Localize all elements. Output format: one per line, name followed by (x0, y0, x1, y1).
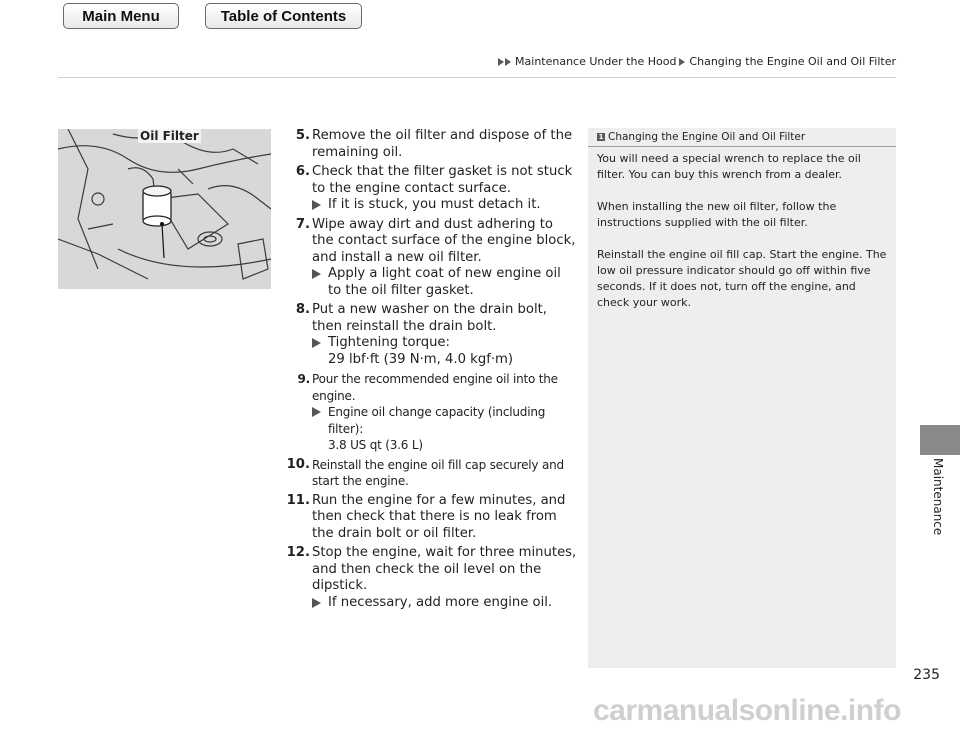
step-number: 12. (286, 545, 310, 560)
sidebar-paragraph: When installing the new oil filter, follow the instructions supplied with the oil filter. (597, 200, 837, 229)
step-note (312, 266, 577, 299)
step-text: Put a new washer on the drain bolt, then reinstall the drain bolt. (312, 302, 547, 334)
step-note (312, 335, 577, 352)
step-number: 6. (295, 164, 310, 179)
arrow-icon (312, 200, 321, 210)
arrow-icon (312, 407, 321, 417)
step-11 (287, 493, 577, 543)
sidebar-body (597, 151, 887, 327)
step-8 (287, 302, 577, 368)
main-menu-button[interactable]: Main Menu (63, 3, 179, 29)
step-note-value: 29 lbf·ft (39 N·m, 4.0 kgf·m) (328, 351, 514, 367)
step-number: 9. (297, 372, 310, 386)
step-6 (287, 164, 577, 214)
table-of-contents-button[interactable]: Table of Contents (205, 3, 362, 29)
breadcrumb-arrow-icon (505, 58, 511, 66)
step-text: Reinstall the engine oil fill cap securely and start the engine. (312, 457, 564, 488)
breadcrumb (498, 55, 896, 68)
step-7 (287, 217, 577, 300)
step-number: 8. (295, 302, 310, 317)
step-note-text: Apply a light coat of new engine oil to the oil filter gasket. (328, 266, 561, 298)
note-sidebar (588, 128, 896, 668)
step-note (312, 404, 577, 437)
procedure-steps (287, 128, 577, 614)
oil-filter-illustration (58, 129, 271, 289)
watermark: carmanualsonline.info (593, 694, 901, 727)
sidebar-title-text: Changing the Engine Oil and Oil Filter (608, 131, 806, 143)
breadcrumb-arrow-icon (679, 58, 685, 66)
arrow-icon (312, 598, 321, 608)
arrow-icon (312, 269, 321, 279)
step-note-value: 3.8 US qt (3.6 L) (328, 438, 423, 452)
step-note-text: If necessary, add more engine oil. (328, 594, 553, 610)
step-note (312, 595, 577, 612)
section-tab[interactable] (920, 425, 960, 455)
step-text: Pour the recommended engine oil into the engine. (312, 372, 558, 403)
step-9 (287, 371, 577, 454)
breadcrumb-arrow-icon (498, 58, 504, 66)
step-number: 5. (295, 128, 310, 143)
sidebar-divider (588, 146, 896, 147)
step-12 (287, 545, 577, 611)
breadcrumb-page: Changing the Engine Oil and Oil Filter (689, 55, 896, 68)
oil-filter-label: Oil Filter (140, 129, 199, 143)
step-number: 7. (295, 216, 310, 232)
breadcrumb-section[interactable]: Maintenance Under the Hood (515, 55, 677, 68)
step-text: Check that the filter gasket is not stuck to the engine contact surface. (312, 164, 573, 196)
section-label: Maintenance (931, 458, 945, 536)
step-5 (287, 128, 577, 161)
sidebar-title (597, 131, 805, 143)
step-number: 11. (286, 492, 310, 508)
arrow-icon (312, 338, 321, 348)
step-number: 10. (286, 456, 310, 472)
reference-icon: 1 (598, 133, 604, 141)
step-10 (287, 457, 577, 490)
sidebar-paragraph: Reinstall the engine oil fill cap. Start the engine. The low oil pressure indicator should go off within five seconds. If it does not, turn off the engine, and check your work. (597, 248, 887, 309)
sidebar-paragraph: You will need a special wrench to replace the oil filter. You can buy this wrench from a dealer. (597, 152, 861, 181)
step-note (312, 197, 577, 214)
step-text: Remove the oil filter and dispose of the remaining oil. (312, 128, 573, 160)
step-note-text: Tightening torque: (328, 335, 450, 350)
step-text: Wipe away dirt and dust adhering to the contact surface of the engine block, and install a new oil filter. (312, 216, 576, 265)
page-number: 235 (913, 667, 940, 683)
engine-illustration-svg (58, 129, 271, 289)
step-text: Stop the engine, wait for three minutes, and then check the oil level on the dipstick. (312, 545, 577, 593)
header-divider (58, 77, 896, 78)
step-text: Run the engine for a few minutes, and then check that there is no leak from the drain bolt or oil filter. (312, 492, 566, 541)
step-note-text: If it is stuck, you must detach it. (328, 197, 541, 212)
step-note-text: Engine oil change capacity (including filter): (328, 405, 546, 436)
